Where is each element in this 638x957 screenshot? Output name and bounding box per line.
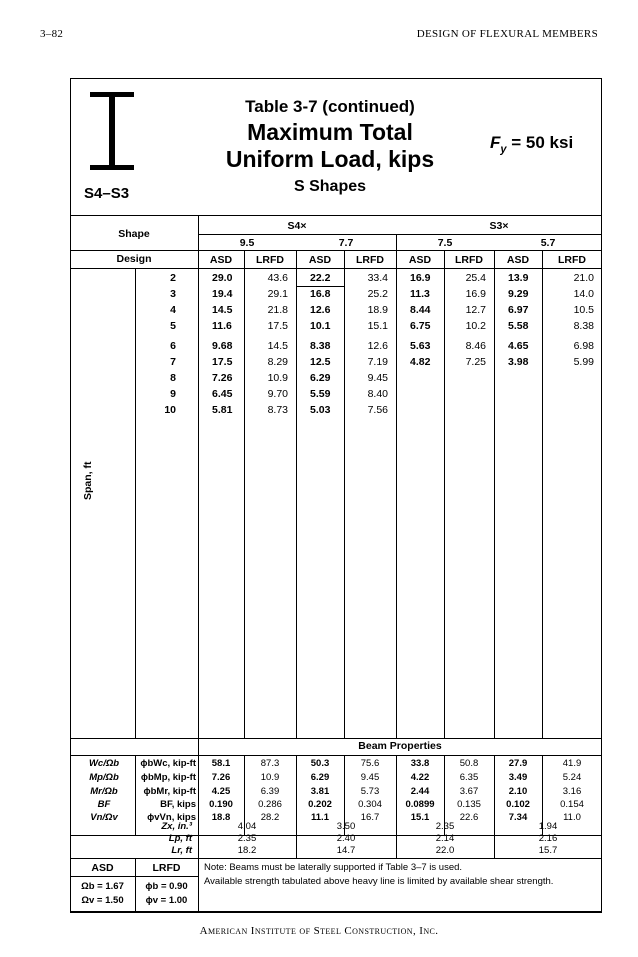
table-cell: 5.59 [310, 388, 331, 400]
shear-limit-line [296, 286, 344, 287]
table-cell: 8.46 [465, 340, 486, 352]
weight-label: 7.7 [338, 237, 354, 249]
table-rule [135, 268, 136, 738]
table-cell: 12.6 [310, 304, 331, 316]
table-cell: 10.9 [267, 372, 288, 384]
table-cell: 7.19 [367, 356, 388, 368]
table-cell: 6.97 [508, 304, 529, 316]
shared-property-cell: 14.7 [336, 845, 356, 856]
property-cell: 0.286 [258, 799, 282, 810]
publisher-footer: American Institute of Steel Construction, Inc. [199, 925, 439, 937]
property-cell: 10.9 [260, 772, 280, 783]
span-axis-label: Span, ft [82, 461, 94, 500]
property-cell: 3.67 [459, 786, 479, 797]
property-cell: 0.154 [560, 799, 584, 810]
table-cell: 10.2 [465, 320, 486, 332]
property-cell: 6.39 [260, 786, 280, 797]
table-continued: Table 3-7 (continued) [245, 97, 415, 116]
table-subtitle: S Shapes [293, 178, 367, 195]
property-cell: 3.16 [562, 786, 582, 797]
table-cell: 9.70 [267, 388, 288, 400]
shared-property-cell: 4.04 [237, 821, 257, 832]
asd-property-label: BF [97, 799, 111, 810]
table-cell: 5.99 [573, 356, 594, 368]
table-cell: 7.26 [212, 372, 233, 384]
table-rule [296, 250, 297, 738]
property-cell: 3.81 [310, 786, 330, 797]
table-cell: 6.75 [410, 320, 431, 332]
table-cell: 12.7 [465, 304, 486, 316]
property-cell: 41.9 [562, 758, 582, 769]
table-rule [70, 215, 602, 216]
shared-property-cell: 3.50 [336, 821, 356, 832]
asd-property-label: Mr/Ωb [90, 786, 118, 797]
method-label: LRFD [558, 254, 586, 266]
shared-property-cell: 2.16 [538, 833, 558, 844]
property-cell: 6.29 [310, 772, 330, 783]
table-cell: 5.81 [212, 404, 233, 416]
group-label-s4: S4× [287, 220, 307, 232]
table-cell: 21.8 [267, 304, 288, 316]
table-rule [70, 912, 602, 913]
table-cell: 16.9 [465, 288, 486, 300]
table-rule [70, 876, 198, 877]
table-cell: 8.38 [573, 320, 594, 332]
span-value: 5 [170, 320, 176, 332]
table-cell: 11.6 [212, 320, 232, 332]
table-cell: 25.2 [367, 288, 388, 300]
property-cell: 33.8 [410, 758, 430, 769]
table-cell: 4.82 [410, 356, 431, 368]
footnote-1: Note: Beams must be laterally supported if Table 3–7 is used. [204, 862, 463, 873]
method-label: ASD [308, 254, 332, 266]
property-cell: 22.6 [459, 812, 479, 823]
table-cell: 8.44 [410, 304, 431, 316]
weight-label: 9.5 [239, 237, 255, 249]
method-label: LRFD [356, 254, 384, 266]
lrfd-property-label: ϕbWc, kip-ft [140, 758, 196, 769]
property-cell: 3.49 [508, 772, 528, 783]
span-value: 7 [170, 356, 176, 368]
property-cell: 75.6 [360, 758, 380, 769]
property-cell: 16.7 [360, 812, 380, 823]
table-rule [70, 738, 602, 739]
table-rule [70, 268, 602, 269]
lrfd-property-label: BF, kips [160, 799, 196, 810]
group-label-s3: S3× [489, 220, 509, 232]
shared-property-cell: 2.14 [435, 833, 455, 844]
table-rule [494, 250, 495, 738]
table-rule [198, 234, 602, 235]
asd-property-label: Wc/Ωb [88, 758, 120, 769]
span-value: 10 [164, 404, 176, 416]
table-cell: 18.9 [367, 304, 388, 316]
lrfd-property-label: ϕbMp, kip-ft [140, 772, 196, 783]
property-cell: 11.0 [563, 812, 581, 823]
phi-v: ϕv = 1.00 [145, 895, 188, 906]
shared-property-cell: 22.0 [435, 845, 455, 856]
method-label: LRFD [455, 254, 483, 266]
method-label: ASD [408, 254, 432, 266]
table-cell: 9.45 [367, 372, 388, 384]
shared-property-cell: 1.94 [538, 821, 558, 832]
property-cell: 7.26 [211, 772, 231, 783]
table-cell: 10.1 [310, 320, 331, 332]
yield-strength: $F_y = 50$ ksi [490, 133, 574, 156]
table-cell: 17.5 [212, 356, 233, 368]
shared-property-cell: 2.35 [435, 821, 455, 832]
page-number: 3–82 [40, 28, 64, 40]
table-cell: 8.73 [267, 404, 288, 416]
table-cell: 14.5 [267, 340, 288, 352]
table-cell: 9.68 [212, 340, 233, 352]
table-cell: 21.0 [573, 272, 594, 284]
table-cell: 16.8 [310, 288, 331, 300]
table-cell: 29.1 [267, 288, 288, 300]
table-cell: 8.40 [367, 388, 388, 400]
property-cell: 87.3 [260, 758, 280, 769]
property-cell: 4.25 [211, 786, 231, 797]
method-label: ASD [506, 254, 530, 266]
span-value: 6 [170, 340, 176, 352]
asd-property-label: Mp/Ωb [89, 772, 119, 783]
table-cell: 12.6 [367, 340, 388, 352]
section-title: DESIGN OF FLEXURAL MEMBERS [416, 28, 598, 40]
phi-b: ϕb = 0.90 [145, 881, 188, 892]
table-cell: 8.29 [267, 356, 288, 368]
footnote-2: Available strength tabulated above heavy line is limited by available shear strength. [204, 876, 554, 887]
table-cell: 33.4 [367, 272, 388, 284]
table-cell: 43.6 [267, 272, 288, 284]
table-rule [70, 250, 602, 251]
shared-property-cell: 2.35 [237, 833, 257, 844]
table-rule [70, 858, 602, 859]
span-value: 2 [170, 272, 176, 284]
property-cell: 0.190 [209, 799, 233, 810]
property-cell: 0.202 [308, 799, 332, 810]
span-value: 9 [170, 388, 176, 400]
table-title-line2: Uniform Load, kips [225, 146, 435, 172]
property-cell: 0.0899 [405, 799, 435, 810]
table-cell: 22.2 [310, 272, 331, 284]
span-value: 3 [170, 288, 176, 300]
table-cell: 9.29 [508, 288, 529, 300]
table-cell: 13.9 [508, 272, 529, 284]
property-cell: 6.35 [459, 772, 479, 783]
table-cell: 5.58 [508, 320, 529, 332]
property-cell: 50.3 [310, 758, 330, 769]
table-cell: 14.0 [573, 288, 594, 300]
weight-label: 7.5 [437, 237, 453, 249]
table-cell: 16.9 [410, 272, 431, 284]
property-cell: 27.9 [508, 758, 528, 769]
property-cell: 5.24 [562, 772, 582, 783]
property-cell: 5.73 [360, 786, 380, 797]
shared-property-label: Lp, ft [168, 833, 192, 844]
table-title-line1: Maximum Total [247, 119, 413, 145]
property-cell: 58.1 [211, 758, 231, 769]
omega-v: Ωv = 1.50 [81, 895, 124, 906]
beam-properties-heading: Beam Properties [358, 740, 442, 752]
table-cell: 29.0 [212, 272, 233, 284]
property-cell: 28.2 [260, 812, 280, 823]
table-cell: 8.38 [310, 340, 331, 352]
table-cell: 6.45 [212, 388, 233, 400]
i-beam-icon [88, 92, 138, 172]
property-cell: 0.135 [457, 799, 481, 810]
property-cell: 9.45 [360, 772, 380, 783]
table-cell: 4.65 [508, 340, 529, 352]
property-cell: 2.10 [508, 786, 528, 797]
design-label: Design [116, 253, 152, 265]
table-cell: 17.5 [267, 320, 288, 332]
property-cell: 15.1 [410, 812, 430, 823]
shared-property-cell: 18.2 [237, 845, 257, 856]
property-cell: 50.8 [459, 758, 479, 769]
table-rule [396, 234, 397, 738]
property-cell: 11.1 [311, 812, 329, 823]
shape-range: S4–S3 [84, 185, 130, 202]
table-cell: 12.5 [310, 356, 331, 368]
property-cell: 0.304 [358, 799, 382, 810]
shared-property-label: Lr, ft [171, 845, 192, 856]
asd-property-label: Vn/Ωv [90, 812, 118, 823]
table-cell: 6.98 [573, 340, 594, 352]
span-value: 8 [170, 372, 176, 384]
table-cell: 19.4 [212, 288, 233, 300]
table-cell: 5.03 [310, 404, 331, 416]
table-cell: 5.63 [410, 340, 431, 352]
table-cell: 3.98 [508, 356, 529, 368]
lrfd-property-label: ϕbMr, kip-ft [143, 786, 196, 797]
property-cell: 2.44 [410, 786, 430, 797]
lrfd-property-label: ϕvVn, kips [147, 812, 196, 823]
shape-label: Shape [118, 228, 150, 240]
method-label: LRFD [256, 254, 284, 266]
table-cell: 15.1 [367, 320, 388, 332]
shared-property-cell: 2.40 [336, 833, 356, 844]
table-cell: 10.5 [573, 304, 594, 316]
shared-property-cell: 15.7 [538, 845, 558, 856]
property-cell: 4.22 [410, 772, 430, 783]
table-cell: 7.25 [465, 356, 486, 368]
table-cell: 14.5 [212, 304, 233, 316]
table-cell: 25.4 [465, 272, 486, 284]
property-cell: 0.102 [506, 799, 530, 810]
lrfd-heading: LRFD [152, 862, 181, 874]
table-cell: 7.56 [367, 404, 388, 416]
table-cell: 11.3 [410, 288, 430, 300]
shear-limit-line [296, 268, 297, 286]
shared-property-label: Zx, in.³ [161, 821, 192, 832]
method-label: ASD [209, 254, 233, 266]
table-cell: 6.29 [310, 372, 331, 384]
asd-heading: ASD [91, 862, 114, 874]
span-value: 4 [170, 304, 176, 316]
property-cell: 18.8 [211, 812, 231, 823]
omega-b: Ωb = 1.67 [81, 881, 124, 892]
property-cell: 7.34 [508, 812, 528, 823]
weight-label: 5.7 [540, 237, 556, 249]
table-rule [70, 755, 602, 756]
